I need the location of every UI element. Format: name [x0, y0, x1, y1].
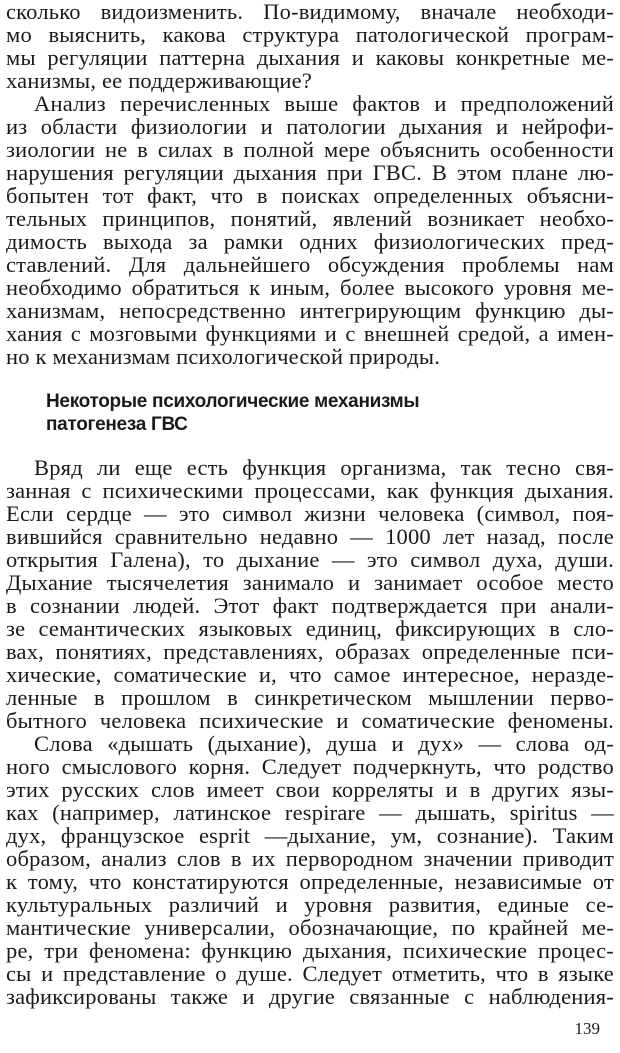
text-line: вах, понятиях, представлениях, образах определенные пси- — [6, 639, 614, 665]
text-line: бытного человека психические и соматические феномены. — [6, 708, 614, 734]
text-line: тельных принципов, понятий, явлений возникает необхо- — [6, 205, 614, 231]
text-line: открытия Галена), то дыхание — это символ духа, души. — [6, 547, 614, 573]
text-line: ках (например, латинское respirare — дышать, spiritus — — [6, 800, 614, 826]
text-line: но к механизмам психологической природы. — [6, 343, 441, 369]
page-number: 139 — [574, 1019, 600, 1038]
text-line: дух, французское esprit —дыхание, ум, сознание). Таким — [6, 823, 614, 849]
text-line: необходимо обратиться к иным, более высокого уровня ме- — [6, 274, 614, 300]
text-line: хания с мозговыми функциями и с внешней средой, а имен- — [6, 320, 614, 346]
text-line: Анализ перечисленных выше фактов и предположений — [34, 90, 614, 116]
text-line: ного смыслового корня. Следует подчеркнуть, что родство — [6, 754, 614, 780]
text-line: образом, анализ слов в их первородном значении приводит — [6, 846, 614, 872]
text-line: мы регуляции паттерна дыхания и каковы конкретные ме- — [6, 44, 614, 70]
text-line: зафиксированы также и другие связанные с наблюдения- — [6, 984, 614, 1009]
text-line: мо выяснить, какова структура патологической програм- — [6, 21, 614, 47]
text-line: нарушения регуляции дыхания при ГВС. В этом плане лю- — [6, 159, 614, 185]
text-line: Слова «дышать (дыхание), душа и дух» — слова од- — [34, 731, 614, 757]
text-line: ставлений. Для дальнейшего обсуждения проблемы нам — [6, 251, 614, 277]
text-line: зиологии не в силах в полной мере объяснить особенности — [6, 136, 614, 162]
text-line: ханизмам, непосредственно интегрирующим функцию ды- — [6, 297, 614, 323]
text-line: этих русских слов имеет свои корреляты и в других язы- — [6, 777, 614, 803]
text-line: димость выхода за рамки одних физиологических пред- — [6, 228, 614, 254]
text-line: из области физиологии и патологии дыхания и нейрофи- — [6, 113, 614, 139]
text-line: Если сердце — это символ жизни человека (символ, поя- — [6, 501, 614, 527]
text-line: Дыхание тысячелетия занимало и занимает особое место — [6, 570, 614, 596]
text-line: ханизмы, ее поддерживающие? — [6, 67, 313, 93]
heading-line: патогенеза ГВС — [46, 413, 188, 435]
text-line: хические, соматические и, что самое интересное, неразде- — [6, 662, 614, 688]
text-line: ленные в прошлом в синкретическом мышлении перво- — [6, 685, 614, 711]
text-line: в сознании людей. Этот факт подтверждается при анали- — [6, 593, 614, 619]
text-line: сы и представление о душе. Следует отметить, что в языке — [6, 961, 614, 986]
text-line: Вряд ли еще есть функция организма, так тесно свя- — [34, 455, 614, 481]
text-line: мантические универсалии, обозначающие, по крайней ме- — [6, 915, 614, 941]
text-line: культуральных различий и уровня развития, единые се- — [6, 892, 614, 918]
text-line: занная с психическими процессами, как функция дыхания. — [6, 478, 614, 504]
text-line: к тому, что констатируются определенные, независимые от — [6, 869, 614, 895]
text-line: сколько видоизменить. По-видимому, вначале необходи- — [6, 0, 614, 24]
text-line: ре, три феномена: функцию дыхания, психические процес- — [6, 938, 614, 964]
text-line: вившийся сравнительно недавно — 1000 лет назад, после — [6, 524, 614, 550]
text-line: бопытен тот факт, что в поисках определенных объясни- — [6, 182, 614, 208]
text-line: зе семантических языковых единиц, фиксирующих в сло- — [6, 616, 614, 642]
heading-line: Некоторые психологические механизмы — [46, 390, 420, 412]
